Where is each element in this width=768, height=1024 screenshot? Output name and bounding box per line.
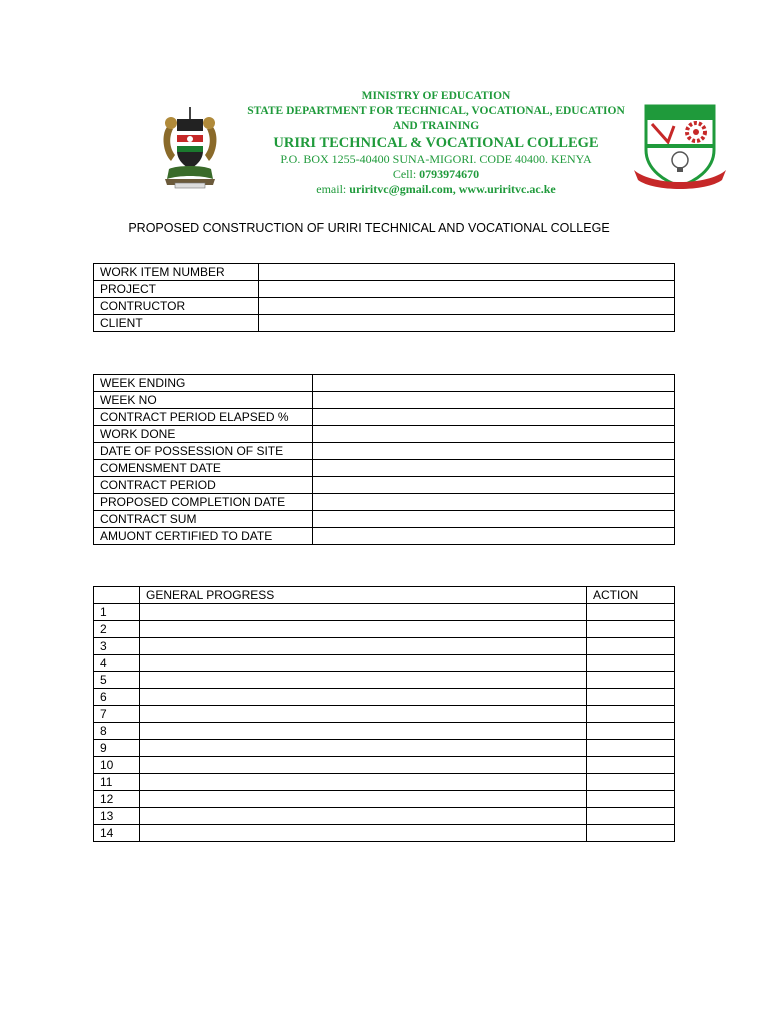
progress-cell[interactable] — [140, 723, 587, 740]
table-row — [94, 723, 675, 740]
table-row — [94, 443, 675, 460]
table-row — [94, 494, 675, 511]
letterhead-text — [236, 89, 636, 197]
row-label: CONTRUCTOR — [94, 298, 259, 315]
value-cell[interactable] — [313, 511, 675, 528]
postal-address: P.O. BOX 1255-40400 SUNA-MIGORI. CODE 40400. KENYA — [280, 152, 592, 166]
row-label: COMENSMENT DATE — [94, 460, 313, 477]
row-label: WORK DONE — [94, 426, 313, 443]
table-row — [94, 791, 675, 808]
table-row — [94, 604, 675, 621]
table-row — [94, 528, 675, 545]
action-cell[interactable] — [587, 689, 675, 706]
progress-cell[interactable] — [140, 825, 587, 842]
progress-cell[interactable] — [140, 808, 587, 825]
row-number: 4 — [94, 655, 140, 672]
table-row — [94, 706, 675, 723]
progress-cell[interactable] — [140, 689, 587, 706]
action-cell[interactable] — [587, 604, 675, 621]
cell-label: Cell: — [392, 167, 417, 181]
row-number: 9 — [94, 740, 140, 757]
progress-cell[interactable] — [140, 740, 587, 757]
table-row — [94, 740, 675, 757]
table-row — [94, 281, 675, 298]
row-number: 5 — [94, 672, 140, 689]
table-row — [94, 655, 675, 672]
action-cell[interactable] — [587, 774, 675, 791]
row-number: 2 — [94, 621, 140, 638]
table-row — [94, 298, 675, 315]
project-info-table — [93, 263, 675, 332]
action-cell[interactable] — [587, 808, 675, 825]
college-name: URIRI TECHNICAL & VOCATIONAL COLLEGE — [273, 135, 599, 151]
table-row — [94, 808, 675, 825]
table-row — [94, 672, 675, 689]
row-label: WORK ITEM NUMBER — [94, 264, 259, 281]
action-cell[interactable] — [587, 740, 675, 757]
progress-cell[interactable] — [140, 791, 587, 808]
row-number: 11 — [94, 774, 140, 791]
table-row — [94, 264, 675, 281]
table-row — [94, 477, 675, 494]
row-label: PROJECT — [94, 281, 259, 298]
value-cell[interactable] — [259, 315, 675, 332]
row-label: AMUONT CERTIFIED TO DATE — [94, 528, 313, 545]
table-row — [94, 315, 675, 332]
row-number: 1 — [94, 604, 140, 621]
value-cell[interactable] — [259, 264, 675, 281]
row-number: 12 — [94, 791, 140, 808]
value-cell[interactable] — [313, 528, 675, 545]
action-cell[interactable] — [587, 655, 675, 672]
table-row — [94, 689, 675, 706]
action-cell[interactable] — [587, 791, 675, 808]
value-cell[interactable] — [259, 281, 675, 298]
coat-of-arms-icon — [157, 105, 223, 191]
progress-cell[interactable] — [140, 638, 587, 655]
cell-number: 0793974670 — [419, 167, 480, 181]
email-line — [236, 182, 636, 197]
progress-cell[interactable] — [140, 672, 587, 689]
progress-cell[interactable] — [140, 757, 587, 774]
email-address: uriritvc@gmail.com, www.uriritvc.ac.ke — [349, 182, 556, 196]
table-row — [94, 774, 675, 791]
department-name: STATE DEPARTMENT FOR TECHNICAL, VOCATIONAL, EDUCATION AND TRAINING — [247, 105, 625, 132]
row-number: 7 — [94, 706, 140, 723]
progress-cell[interactable] — [140, 655, 587, 672]
row-label: CONTRACT PERIOD ELAPSED % — [94, 409, 313, 426]
table-row — [94, 638, 675, 655]
table-row — [94, 409, 675, 426]
value-cell[interactable] — [313, 409, 675, 426]
row-label: WEEK ENDING — [94, 375, 313, 392]
table-row — [94, 825, 675, 842]
table-row — [94, 511, 675, 528]
row-number: 8 — [94, 723, 140, 740]
action-cell[interactable] — [587, 706, 675, 723]
value-cell[interactable] — [313, 375, 675, 392]
value-cell[interactable] — [313, 443, 675, 460]
row-label: WEEK NO — [94, 392, 313, 409]
header-number — [94, 587, 140, 604]
value-cell[interactable] — [313, 494, 675, 511]
row-number: 14 — [94, 825, 140, 842]
action-cell[interactable] — [587, 672, 675, 689]
action-cell[interactable] — [587, 621, 675, 638]
progress-cell[interactable] — [140, 604, 587, 621]
row-label: CONTRACT SUM — [94, 511, 313, 528]
row-number: 6 — [94, 689, 140, 706]
row-label: DATE OF POSSESSION OF SITE — [94, 443, 313, 460]
row-label: CONTRACT PERIOD — [94, 477, 313, 494]
table-row — [94, 426, 675, 443]
row-number: 13 — [94, 808, 140, 825]
row-label: CLIENT — [94, 315, 259, 332]
action-cell[interactable] — [587, 757, 675, 774]
value-cell[interactable] — [313, 426, 675, 443]
college-logo-icon — [632, 100, 728, 190]
table-row — [94, 621, 675, 638]
letterhead — [0, 0, 768, 200]
table-row — [94, 375, 675, 392]
email-label: email: — [316, 182, 347, 196]
value-cell[interactable] — [313, 460, 675, 477]
value-cell[interactable] — [259, 298, 675, 315]
progress-cell[interactable] — [140, 774, 587, 791]
table-row — [94, 757, 675, 774]
row-number: 3 — [94, 638, 140, 655]
action-cell[interactable] — [587, 723, 675, 740]
action-cell[interactable] — [587, 825, 675, 842]
contract-info-table — [93, 374, 675, 545]
value-cell[interactable] — [313, 392, 675, 409]
action-cell[interactable] — [587, 638, 675, 655]
ministry-name: MINISTRY OF EDUCATION — [361, 90, 511, 102]
table-row — [94, 392, 675, 409]
row-number: 10 — [94, 757, 140, 774]
value-cell[interactable] — [313, 477, 675, 494]
cell-line — [236, 167, 636, 182]
table-row — [94, 460, 675, 477]
header-action: ACTION — [587, 587, 675, 604]
progress-cell[interactable] — [140, 621, 587, 638]
progress-cell[interactable] — [140, 706, 587, 723]
table-header-row — [94, 587, 675, 604]
header-general-progress: GENERAL PROGRESS — [140, 587, 587, 604]
row-label: PROPOSED COMPLETION DATE — [94, 494, 313, 511]
document-title: PROPOSED CONSTRUCTION OF URIRI TECHNICAL AND VOCATIONAL COLLEGE — [128, 221, 610, 235]
general-progress-table — [93, 586, 675, 842]
